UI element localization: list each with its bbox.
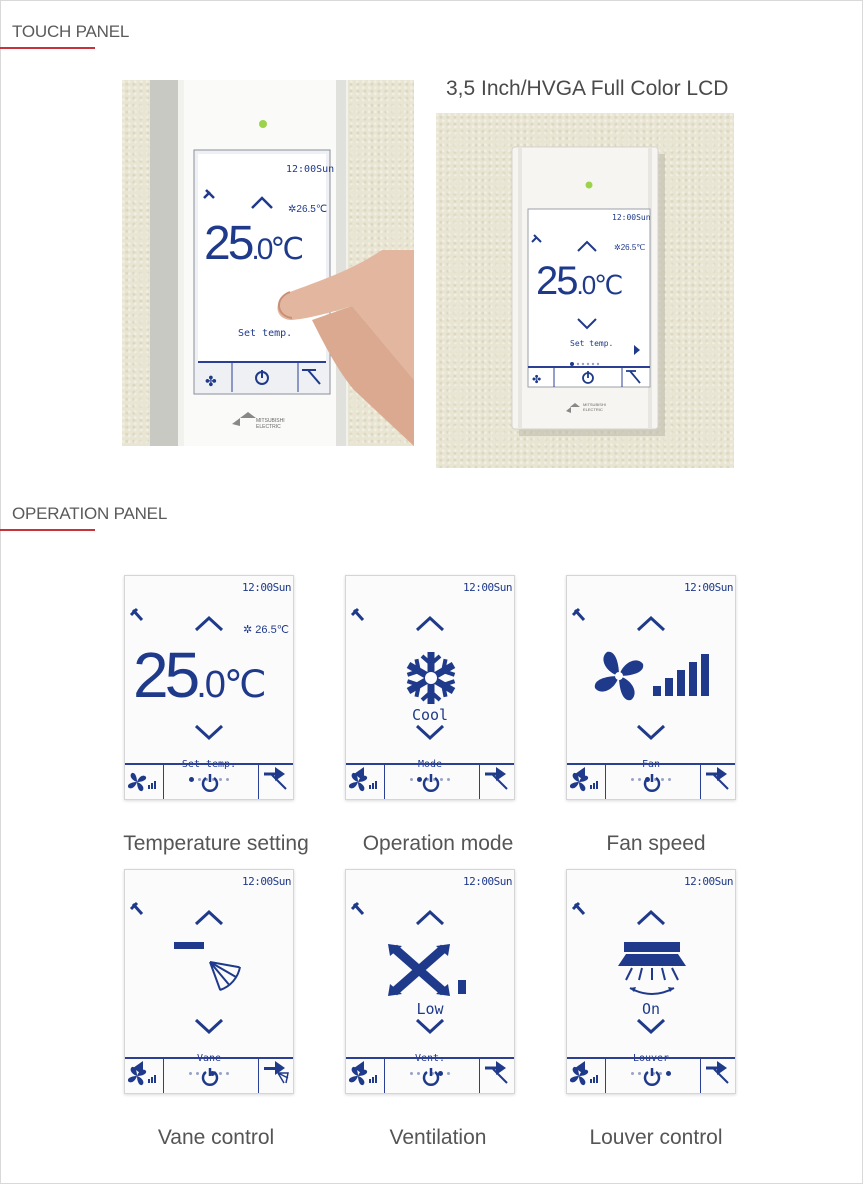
photo-set-temp: 25.0℃ [204,217,302,270]
power-icon [200,772,220,792]
power-icon [421,772,441,792]
power-icon [200,1066,220,1086]
section-rule [0,47,95,49]
operation-caption: Operation mode [362,832,514,855]
operation-screen-fan [566,575,736,800]
wrench-icon[interactable] [571,900,591,920]
lcd-caption: 3,5 Inch/HVGA Full Color LCD [446,77,729,100]
bottom-button-bar [346,763,514,799]
screen-label: Vent. [414,1053,446,1064]
vane-button-icon [262,771,292,793]
fan-speed-icon [593,648,713,704]
fan-button-icon [128,1065,158,1087]
photo2-page-dots [570,353,600,356]
vane-button[interactable] [480,1059,514,1093]
section-title-touch: TOUCH PANEL [12,22,130,41]
power-button[interactable] [164,765,259,799]
operation-caption: Louver control [589,1126,723,1149]
operation-caption: Vane control [157,1126,275,1149]
photo2-brand: MITSUBISHI ELECTRIC [583,402,606,412]
photo-touch-panel [122,80,414,446]
power-button[interactable] [164,1059,259,1093]
fan-button-icon [349,1065,379,1087]
up-arrow-button[interactable] [635,614,667,634]
mode-value: Cool [411,706,449,724]
vane-button-icon [262,1065,292,1087]
up-arrow-button[interactable] [635,908,667,928]
vane-button[interactable] [701,765,735,799]
up-arrow-button[interactable] [414,614,446,634]
down-arrow-button[interactable] [635,1016,667,1036]
wrench-icon[interactable] [350,606,370,626]
svg-text:✤: ✤ [532,374,542,386]
photo-label: Set temp. [238,328,293,339]
bottom-button-bar [346,1057,514,1093]
fan-button-icon [128,771,158,793]
photo2-label: Set temp. [570,339,614,348]
wrench-icon[interactable] [350,900,370,920]
ventilation-icon [384,940,474,1000]
screen-label: Louver [632,1053,670,1064]
fan-button[interactable] [125,1059,164,1093]
screen-label: Fan [641,759,661,770]
down-arrow-button[interactable] [414,722,446,742]
section-rule [0,529,95,531]
fan-button[interactable] [346,765,385,799]
vane-button-icon [483,1065,513,1087]
operation-caption: Fan speed [606,832,706,855]
vane-button[interactable] [259,1059,293,1093]
clock: 12:00Sun [242,875,291,888]
down-arrow-button[interactable] [193,1016,225,1036]
clock: 12:00Sun [684,875,733,888]
bottom-button-bar [567,1057,735,1093]
bottom-button-bar [567,763,735,799]
up-arrow-button[interactable] [193,908,225,928]
louver-icon [612,940,692,996]
clock: 12:00Sun [463,581,512,594]
screen-label: Vane [196,1053,222,1064]
photo-clock: 12:00Sun [286,164,335,175]
fan-button-icon [570,1065,600,1087]
vane-button[interactable] [480,765,514,799]
set-temperature: 25.0℃ [133,639,265,711]
fan-button-icon [570,771,600,793]
fan-button[interactable] [567,1059,606,1093]
down-arrow-button[interactable] [635,722,667,742]
bottom-button-bar [125,763,293,799]
photo-room-temp: ✲26.5℃ [288,204,328,215]
operation-screen-louver [566,869,736,1094]
wrench-icon[interactable] [129,900,149,920]
fan-button[interactable] [346,1059,385,1093]
wrench-icon[interactable] [129,606,149,626]
photo2-clock: 12:00Sun [612,213,651,222]
photo-panel-front [436,113,734,468]
vane-button-icon [704,1065,734,1087]
vane-icon [170,940,250,1000]
power-icon [642,772,662,792]
operation-screen-set-temp [124,575,294,800]
photo2-room-temp: ✲26.5℃ [614,243,646,252]
section-title-operation: OPERATION PANEL [12,504,168,523]
mode-value: Low [416,1000,444,1018]
operation-caption: Ventilation [389,1126,487,1149]
screen-label: Set temp. [181,759,237,770]
operation-screen-mode [345,575,515,800]
fan-button[interactable] [567,765,606,799]
power-button[interactable] [606,765,701,799]
up-arrow-button[interactable] [414,908,446,928]
up-arrow-button[interactable] [193,614,225,634]
vane-button[interactable] [701,1059,735,1093]
clock: 12:00Sun [684,581,733,594]
fan-button-icon [349,771,379,793]
photo2-set-temp: 25.0℃ [536,259,622,303]
clock: 12:00Sun [242,581,291,594]
power-icon [421,1066,441,1086]
operation-screen-vent [345,869,515,1094]
power-button[interactable] [606,1059,701,1093]
operation-caption: Temperature setting [123,832,309,855]
vane-button-icon [704,771,734,793]
down-arrow-button[interactable] [414,1016,446,1036]
svg-text:✤: ✤ [205,373,217,389]
vane-button[interactable] [259,765,293,799]
vane-button-icon [483,771,513,793]
mode-value: On [641,1000,661,1018]
clock: 12:00Sun [463,875,512,888]
down-arrow-button[interactable] [193,722,225,742]
photo-brand: MITSUBISHI ELECTRIC [256,418,285,430]
fan-button[interactable] [125,765,164,799]
power-button[interactable] [385,765,480,799]
snowflake-icon [401,648,461,708]
wrench-icon[interactable] [571,606,591,626]
bottom-button-bar [125,1057,293,1093]
screen-label: Mode [417,759,443,770]
room-temperature: ✲ 26.5℃ [243,624,290,636]
power-button[interactable] [385,1059,480,1093]
power-icon [642,1066,662,1086]
operation-screen-vane [124,869,294,1094]
